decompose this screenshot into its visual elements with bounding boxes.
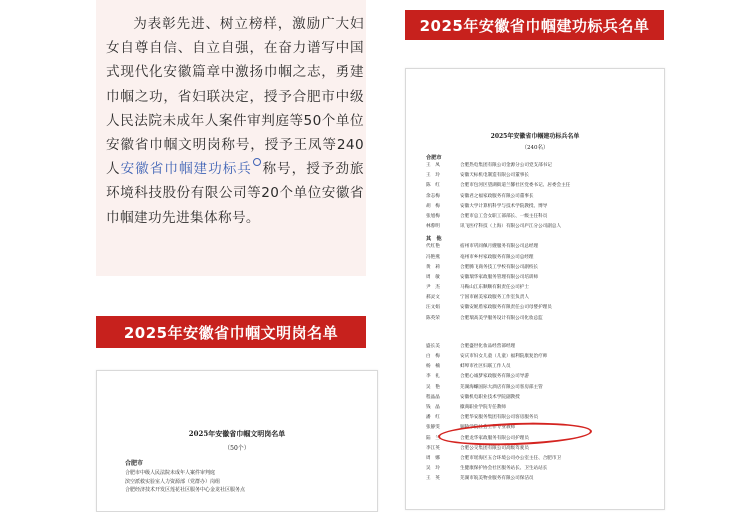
person-name: 李江英 xyxy=(426,445,440,451)
person-name: 黄 莉 xyxy=(426,264,440,270)
person-desc: 安徽天标机电制造有限公司董事长 xyxy=(460,173,529,179)
person-name: 吴 艳 xyxy=(426,384,440,390)
list-item xyxy=(426,352,664,362)
person-name: 林蓉明 xyxy=(426,224,440,230)
person-desc: 合肥龙华家政服务有限公司护理员 xyxy=(460,435,529,441)
list-item xyxy=(426,283,664,293)
person-desc: 铜陵学院社会工作专业教师 xyxy=(460,425,516,431)
person-name: 胡 梅 xyxy=(426,203,440,209)
list-item: 合肥市中级人民法院未成年人案件审判庭 xyxy=(125,470,216,476)
person-name: 吴 玲 xyxy=(426,466,440,472)
banner-civilized-posts: 2025年安徽省巾帼文明岗名单 xyxy=(96,316,366,348)
list-item xyxy=(426,454,664,464)
person-name: 陈 红 xyxy=(426,183,440,189)
banner-model-workers: 2025年安徽省巾帼建功标兵名单 xyxy=(405,10,664,40)
hefei-list xyxy=(406,161,664,232)
person-desc: 芜湖市皖美物业服务有限公司保洁员 xyxy=(460,476,534,482)
person-name: 盛长美 xyxy=(426,343,440,349)
intro-card xyxy=(96,0,366,276)
list-item xyxy=(426,444,664,454)
list-item xyxy=(426,263,664,273)
person-name: 陈英荣 xyxy=(426,315,440,321)
person-desc: 徽商职业学院专任教师 xyxy=(460,404,506,410)
intro-paragraph xyxy=(106,12,364,230)
person-name: 汪文娟 xyxy=(426,305,440,311)
person-desc: 合肥心诚梦家政服务有限公司导游 xyxy=(460,374,529,380)
person-name: 张静雯 xyxy=(426,425,440,431)
list-item xyxy=(426,192,664,202)
person-desc: 合肥市包河区望湖街道兰馨社区党委书记、居委会主任 xyxy=(460,183,571,189)
list-item xyxy=(426,212,664,222)
person-name: 白 梅 xyxy=(426,354,440,359)
document-civilized-posts-list xyxy=(96,370,378,512)
list-item: 合肥经济技术开发区莲花社区服务中心金龙社区服务点 xyxy=(125,487,246,493)
person-desc: 宁国市耐美家政服务工作室负责人 xyxy=(460,295,529,301)
person-name: 王 凤 xyxy=(426,163,440,168)
person-desc: 安徽瑞华家政服务管理有限公司培训师 xyxy=(460,274,539,280)
list-item xyxy=(426,242,664,252)
intro-text-before: 为表彰先进、树立榜样，激励广大妇女自尊自信、自立自强，在奋力谱写中国式现代化安徽篇章中激扬巾帼之志，勇建巾帼之功，省妇联决定，授予合肥市中级人民法院未成年人案件审判庭等50个单位安徽省巾帼文明岗称号，授予王凤等240人 xyxy=(106,16,364,178)
person-desc: 合肥热电集团有限公司金源分公司党支部书记 xyxy=(460,163,552,168)
list-item xyxy=(426,253,664,263)
person-desc: 蚌埠市社区妇联工作人员 xyxy=(460,364,511,370)
list-item xyxy=(426,393,664,403)
person-desc: 安徽机电职业技术学院副教授 xyxy=(460,394,520,400)
other-list xyxy=(406,242,664,324)
list-item xyxy=(426,181,664,191)
list-item xyxy=(426,372,664,382)
person-desc: 合肥盛世化妆品经营部经理 xyxy=(460,343,516,349)
person-name: 尹 杰 xyxy=(426,285,440,291)
doc-title: 2025年安徽省巾帼建功标兵名单 xyxy=(490,133,580,140)
person-name: 王 玲 xyxy=(426,173,440,179)
person-desc: 安徽大学计算机科学与技术学院教授、博导 xyxy=(460,203,548,209)
person-name: 程晶晶 xyxy=(426,394,440,400)
person-name: 余志梅 xyxy=(426,193,440,199)
page-gap xyxy=(406,324,664,342)
list-item: 滨空派救实验室人力资源部（党群办）岗组 xyxy=(125,478,221,485)
person-name: 周 娜 xyxy=(426,455,440,461)
person-desc: 合肥公交集团有限公司高级驾驶员 xyxy=(460,445,529,451)
person-desc: 宿州市巩同佩月嫂服务有限公司总经理 xyxy=(460,244,539,250)
list-item xyxy=(426,342,664,352)
person-name: 郝灵文 xyxy=(426,295,440,301)
person-desc: 合肥腾飞商务技工学校有限公司副校长 xyxy=(460,264,539,270)
person-desc: 芜湖海螺国际大酒店有限公司客房部主管 xyxy=(460,384,543,390)
list-item xyxy=(426,362,664,372)
person-name: 李 礼 xyxy=(426,374,440,380)
list-item xyxy=(426,314,664,324)
list-item xyxy=(426,222,664,232)
honor-title-link[interactable]: 安徽省巾帼建功标兵 xyxy=(120,161,252,178)
person-name: 代红艳 xyxy=(426,244,440,250)
person-desc: 生健康保护协会社区服务站长、卫生站站长 xyxy=(460,466,548,472)
list-item xyxy=(426,303,664,313)
person-desc: 合肥瑞高美学服务设计有限公司化妆总监 xyxy=(460,315,543,321)
person-name: 王 英 xyxy=(426,476,440,482)
lower-list xyxy=(406,342,664,485)
doc-count: （240名） xyxy=(521,145,549,151)
list-item xyxy=(426,403,664,413)
list-item xyxy=(426,273,664,283)
list-item xyxy=(426,161,664,171)
section-hefei: 合肥市 xyxy=(426,155,442,161)
list-item xyxy=(426,171,664,181)
section-other: 其 他 xyxy=(426,236,442,243)
person-name: 冯艳燕 xyxy=(426,254,440,260)
person-desc: 安徽安妮盾家政服务有限责任公司母婴护理员 xyxy=(460,305,552,311)
person-desc: 马鞍山江东顺顺有限责任公司护士 xyxy=(460,285,529,291)
person-desc: 安徽君之福家政服务有限公司董事长 xyxy=(460,193,534,199)
list-item xyxy=(426,383,664,393)
person-desc: 合肥华安服务集团有限公司客房服务员 xyxy=(460,415,539,421)
person-desc: 合肥市瑶海区五合环境公司办公室主任、合肥市卫 xyxy=(460,455,562,461)
person-name: 周 敏 xyxy=(426,274,440,280)
list-item xyxy=(426,464,664,474)
person-name: 陆 兰 xyxy=(426,435,440,441)
section-hefei: 合肥市 xyxy=(125,460,144,467)
person-name: 钱 晶 xyxy=(426,404,440,410)
person-name: 杨 楠 xyxy=(426,364,440,370)
list-item xyxy=(426,202,664,212)
person-name: 潘 红 xyxy=(426,415,440,421)
person-name: 张旭梅 xyxy=(426,213,440,219)
person-desc: 安庆市妇女儿童（儿童）福利院康复治疗师 xyxy=(460,354,548,359)
list-item xyxy=(426,293,664,303)
list-item xyxy=(426,474,664,484)
person-desc: 亳州市乡村家政服务有限公司总经理 xyxy=(460,254,534,260)
list-item xyxy=(426,413,664,423)
person-desc: 讯飞医疗科技（上海）有限公司庐江分公司副总人 xyxy=(460,224,562,230)
search-icon[interactable] xyxy=(253,158,261,166)
doc-count: （50个） xyxy=(224,445,250,452)
person-desc: 合肥市总工会女职工部部长、一级主任科员 xyxy=(460,213,548,219)
intro-text-after: 称号，授予劲旅环境科技股份有限公司等20个单位安徽省巾帼建功先进集体称号。 xyxy=(106,161,364,226)
doc-title: 2025年安徽省巾帼文明岗名单 xyxy=(188,429,286,438)
